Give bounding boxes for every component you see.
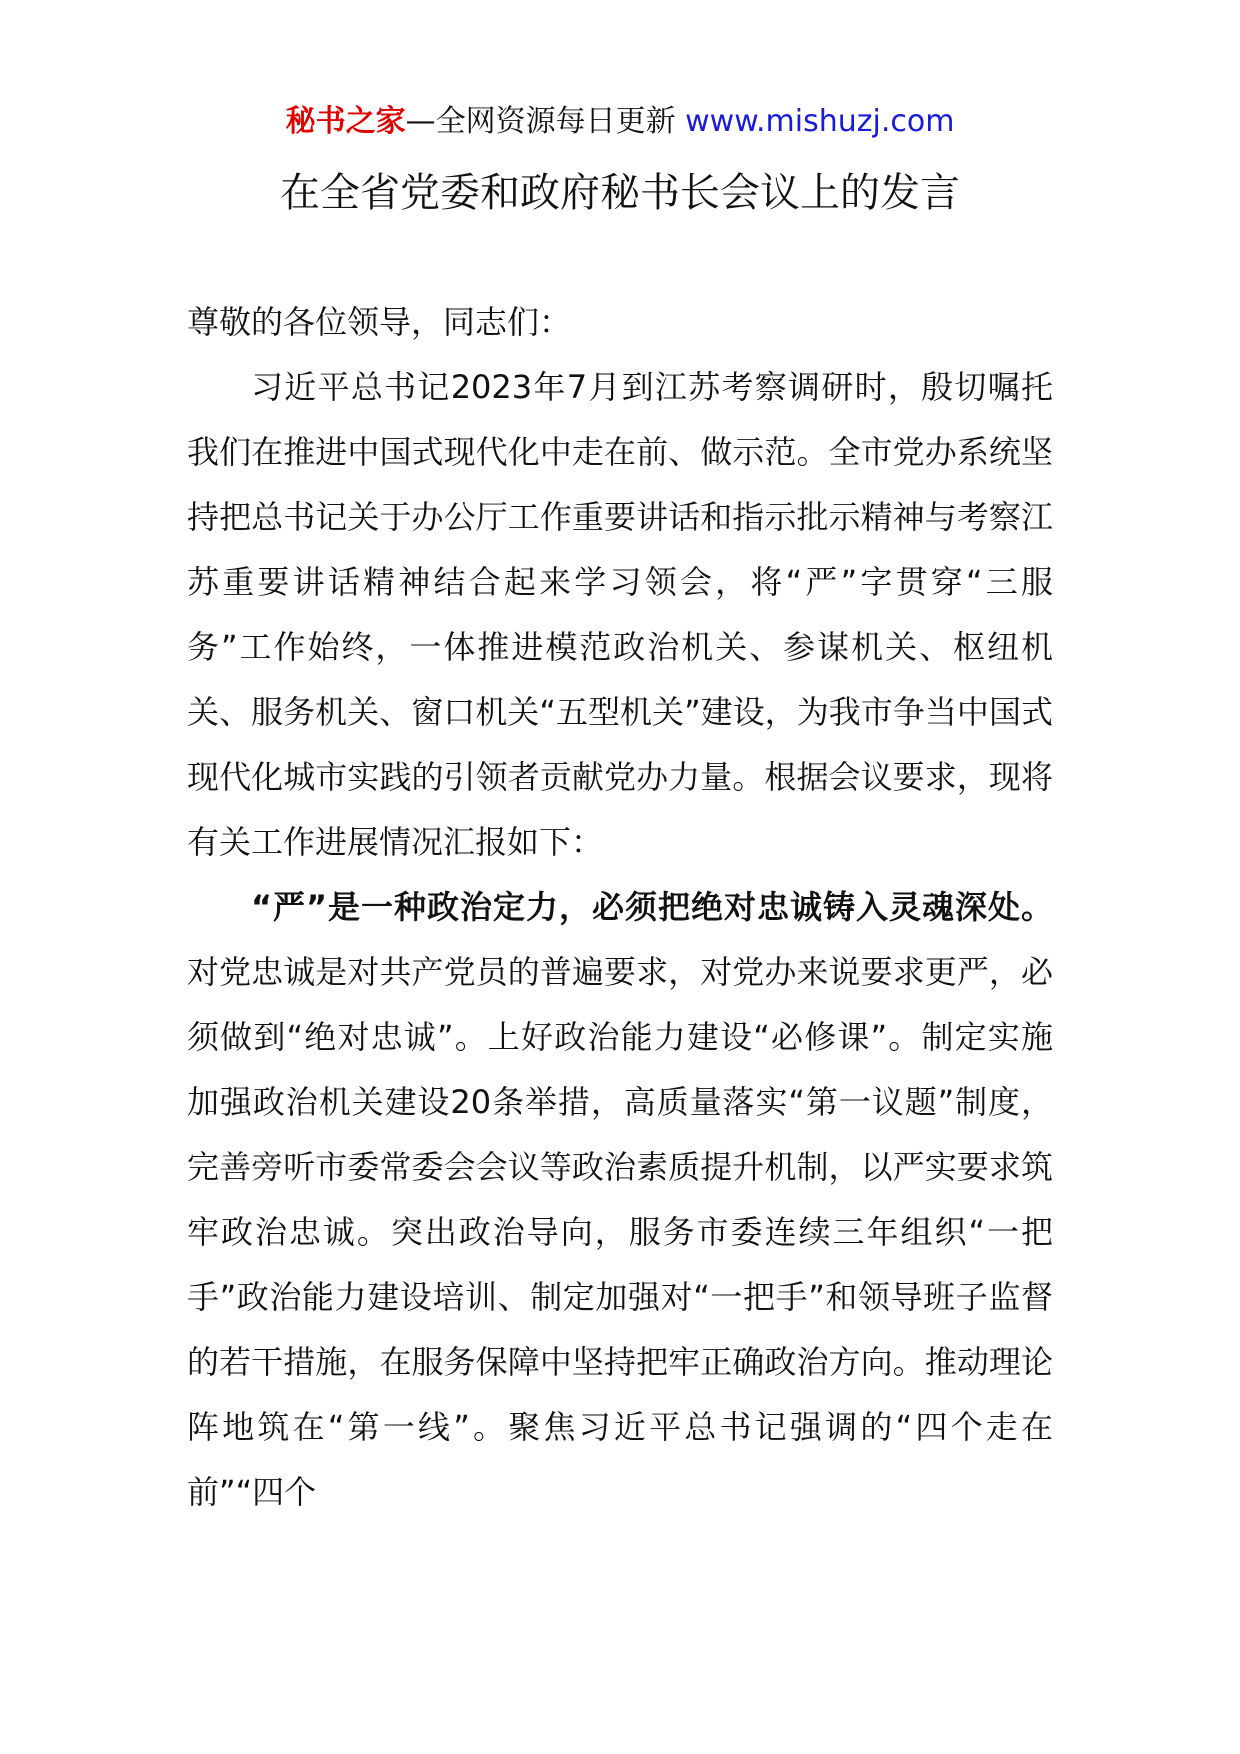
- document-body: [187, 290, 1053, 1525]
- paragraph-heading: “严”是一种政治定力，必须把绝对忠诚铸入灵魂深处。: [251, 888, 1053, 926]
- brand-tagline: —全网资源每日更新: [405, 104, 676, 139]
- paragraph-text: 对党忠诚是对共产党员的普遍要求，对党办来说要求更严，必须做到“绝对忠诚”。上好政治能力建设“必修课”。制定实施加强政治机关建设20条举措，高质量落实“第一议题”制度，完善旁听市委常委会会议等政治素质提升机制，以严实要求筑牢政治忠诚。突出政治导向，服务市委连续三年组织“一把手”政治能力建设培训、制定加强对“一把手”和领导班子监督的若干措施，在服务保障中坚持把牢正确政治方向。推动理论阵地筑在“第一线”。聚焦习近平总书记强调的“四个走在前”“四个: [187, 953, 1053, 1511]
- paragraph-loyalty: [187, 875, 1053, 1525]
- brand-name: 秘书之家: [285, 104, 406, 139]
- salutation: 尊敬的各位领导，同志们：: [187, 303, 572, 341]
- paragraph-intro: [187, 355, 1053, 875]
- brand-url-link[interactable]: www.mishuzj.com: [685, 104, 955, 139]
- paragraph-text: 习近平总书记2023年7月到江苏考察调研时，殷切嘱托我们在推进中国式现代化中走在前、做示范。全市党办系统坚持把总书记关于办公厅工作重要讲话和指示批示精神与考察江苏重要讲话精神结合起来学习领会，将“严”字贯穿“三服务”工作始终，一体推进模范政治机关、参谋机关、枢纽机关、服务机关、窗口机关“五型机关”建设，为我市争当中国式现代化城市实践的引领者贡献党办力量。根据会议要求，现将有关工作进展情况汇报如下：: [187, 368, 1053, 861]
- watermark-header: [0, 102, 1240, 142]
- document-title: 在全省党委和政府秘书长会议上的发言: [280, 170, 960, 216]
